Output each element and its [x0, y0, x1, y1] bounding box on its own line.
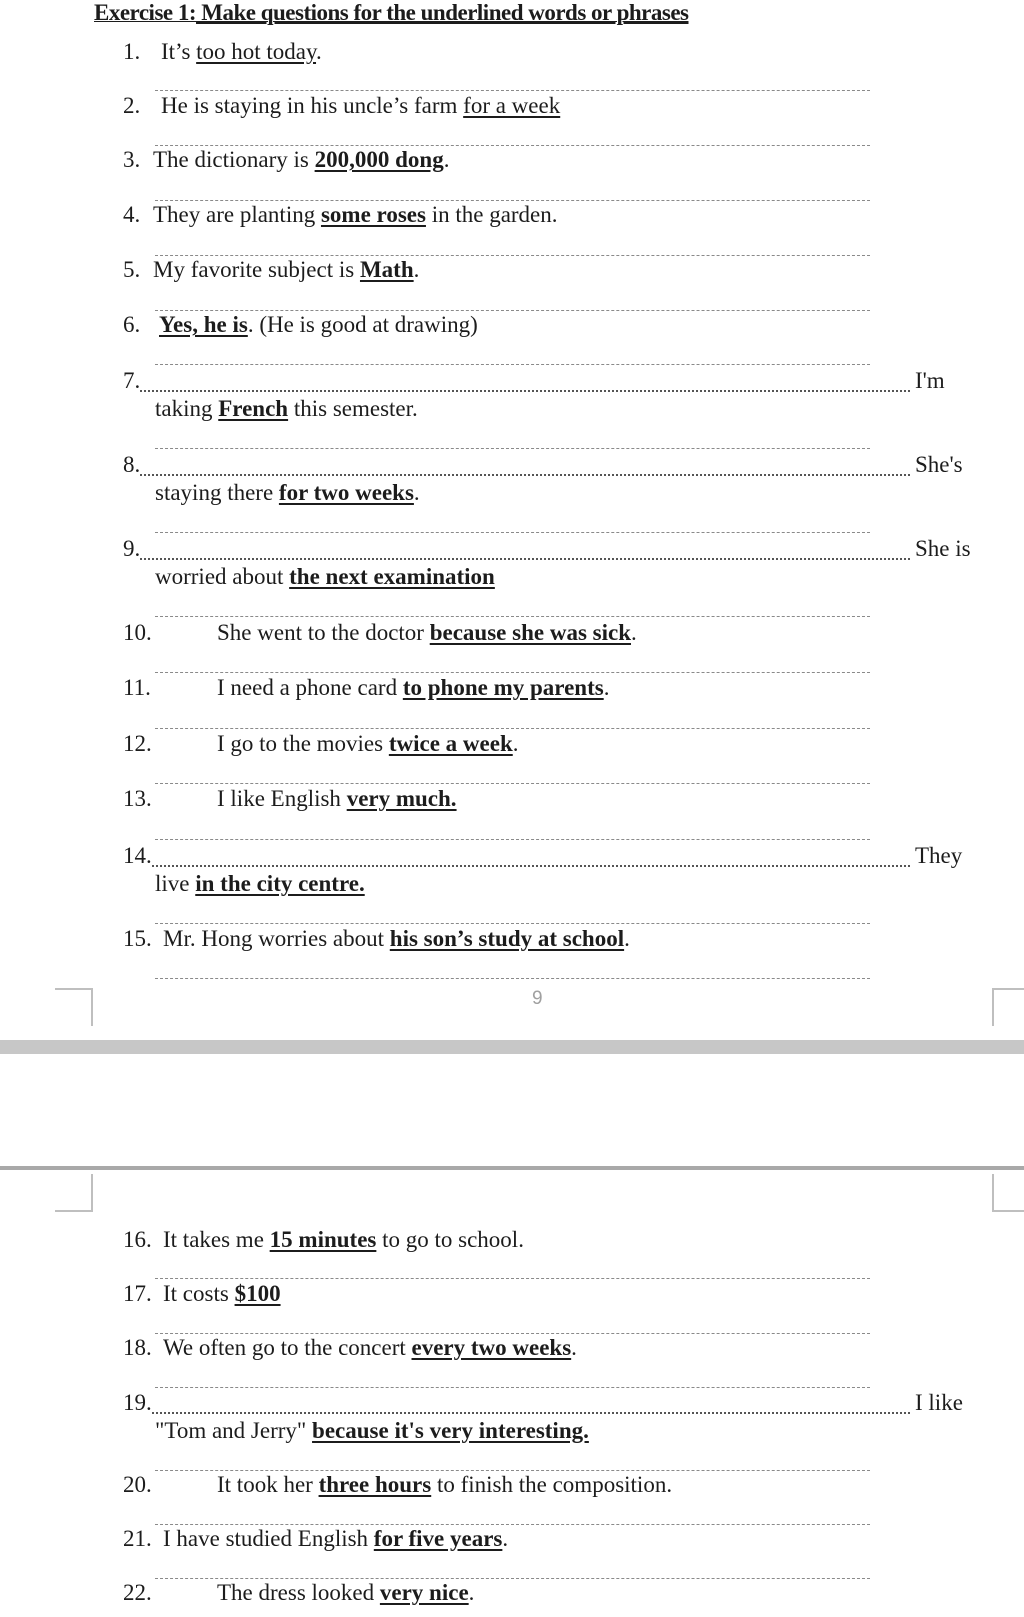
question-13: 13. I like English very much.	[123, 786, 457, 811]
question-14-number: 14.	[123, 843, 152, 868]
underlined-phrase: because she was sick	[429, 620, 631, 645]
underlined-phrase: very much.	[346, 786, 457, 811]
page-corner-mark	[55, 1174, 93, 1212]
question-9-tail: She is	[915, 536, 971, 561]
question-3: 3. The dictionary is 200,000 dong.	[123, 147, 450, 172]
question-20: 20. It took her three hours to finish the composition.	[123, 1472, 673, 1497]
question-1: 1. It’s too hot today.	[123, 39, 322, 64]
answer-line[interactable]	[155, 923, 870, 924]
answer-line[interactable]	[155, 364, 870, 365]
question-15: 15. Mr. Hong worries about his son’s study at school.	[123, 926, 630, 951]
question-9: worried about the next examination	[155, 564, 495, 589]
underlined-phrase: 15 minutes	[269, 1227, 377, 1252]
answer-dotted-line[interactable]	[140, 390, 910, 392]
page-separator	[0, 1040, 1024, 1054]
question-2: 2. He is staying in his uncle’s farm for a week	[123, 93, 561, 118]
underlined-phrase: every two weeks	[411, 1335, 572, 1360]
answer-dotted-line[interactable]	[152, 865, 910, 867]
exercise-heading	[94, 0, 689, 26]
question-14-tail: They	[915, 843, 963, 868]
question-17: 17. It costs $100	[123, 1281, 281, 1306]
answer-line[interactable]	[155, 532, 870, 533]
question-12: 12. I go to the movies twice a week.	[123, 731, 519, 756]
answer-line[interactable]	[155, 783, 870, 784]
question-14: live in the city centre.	[155, 871, 365, 896]
question-7-number: 7.	[123, 368, 141, 393]
answer-line[interactable]	[155, 728, 870, 729]
underlined-phrase: twice a week	[388, 731, 513, 756]
underlined-phrase: the next examination	[289, 564, 495, 589]
answer-line[interactable]	[155, 1524, 870, 1525]
answer-line[interactable]	[155, 1387, 870, 1388]
underlined-phrase: French	[218, 396, 289, 421]
answer-line[interactable]	[155, 1578, 870, 1579]
question-19: "Tom and Jerry" because it's very interesting.	[155, 1418, 589, 1443]
underlined-phrase: some roses	[320, 202, 426, 227]
page-break	[0, 1040, 1024, 1170]
answer-line[interactable]	[155, 978, 870, 979]
question-8-number: 8.	[123, 452, 141, 477]
question-18: 18. We often go to the concert every two weeks.	[123, 1335, 577, 1360]
question-7: taking French this semester.	[155, 396, 418, 421]
question-9-number: 9.	[123, 536, 141, 561]
question-19-tail: I like	[915, 1390, 963, 1415]
question-21: 21. I have studied English for five years.	[123, 1526, 509, 1551]
answer-line[interactable]	[155, 448, 870, 449]
question-6: 6. Yes, he is. (He is good at drawing)	[123, 312, 478, 337]
question-7-tail: I'm	[915, 368, 945, 393]
question-4: 4. They are planting some roses in the garden.	[123, 202, 558, 227]
underlined-phrase: to phone my parents	[402, 675, 604, 700]
answer-line[interactable]	[155, 200, 870, 201]
answer-line[interactable]	[155, 1333, 870, 1334]
exercise-heading-instructions: Make questions for the underlined words or phrases	[196, 0, 689, 25]
underlined-phrase: for a week	[463, 93, 561, 118]
underlined-phrase: in the city centre.	[195, 871, 365, 896]
underlined-phrase: $100	[234, 1281, 281, 1306]
underlined-phrase: too hot today	[196, 39, 317, 64]
answer-dotted-line[interactable]	[140, 474, 910, 476]
question-8: staying there for two weeks.	[155, 480, 420, 505]
answer-line[interactable]	[155, 672, 870, 673]
exercise-heading-label: Exercise 1:	[94, 0, 197, 25]
underlined-phrase: 200,000 dong	[314, 147, 444, 172]
question-5: 5. My favorite subject is Math.	[123, 257, 420, 282]
underlined-phrase: very nice	[379, 1580, 469, 1605]
underlined-phrase: Yes, he is	[159, 312, 248, 337]
page-corner-mark	[55, 988, 93, 1026]
answer-line[interactable]	[155, 90, 870, 91]
answer-line[interactable]	[155, 839, 870, 840]
answer-dotted-line[interactable]	[152, 1412, 910, 1414]
underlined-phrase: because it's very interesting.	[312, 1418, 589, 1443]
answer-line[interactable]	[155, 616, 870, 617]
question-16: 16. It takes me 15 minutes to go to school.	[123, 1227, 524, 1252]
answer-line[interactable]	[155, 310, 870, 311]
page-corner-mark	[992, 988, 1024, 1026]
answer-dotted-line[interactable]	[140, 558, 910, 560]
question-11: 11. I need a phone card to phone my parents.	[123, 675, 610, 700]
document-page-2	[0, 1170, 1024, 1617]
underlined-phrase: for two weeks	[278, 480, 414, 505]
answer-line[interactable]	[155, 145, 870, 146]
question-22: 22. The dress looked very nice.	[123, 1580, 475, 1605]
page-corner-mark	[992, 1174, 1024, 1212]
page-number: 9	[532, 988, 543, 1009]
answer-line[interactable]	[155, 1278, 870, 1279]
question-8-tail: She's	[915, 452, 963, 477]
question-19-number: 19.	[123, 1390, 152, 1415]
question-10: 10. She went to the doctor because she was sick.	[123, 620, 637, 645]
underlined-phrase: for five years	[373, 1526, 503, 1551]
answer-line[interactable]	[155, 255, 870, 256]
answer-line[interactable]	[155, 1470, 870, 1471]
underlined-phrase: three hours	[318, 1472, 432, 1497]
underlined-phrase: his son’s study at school	[389, 926, 625, 951]
underlined-phrase: Math	[359, 257, 414, 282]
